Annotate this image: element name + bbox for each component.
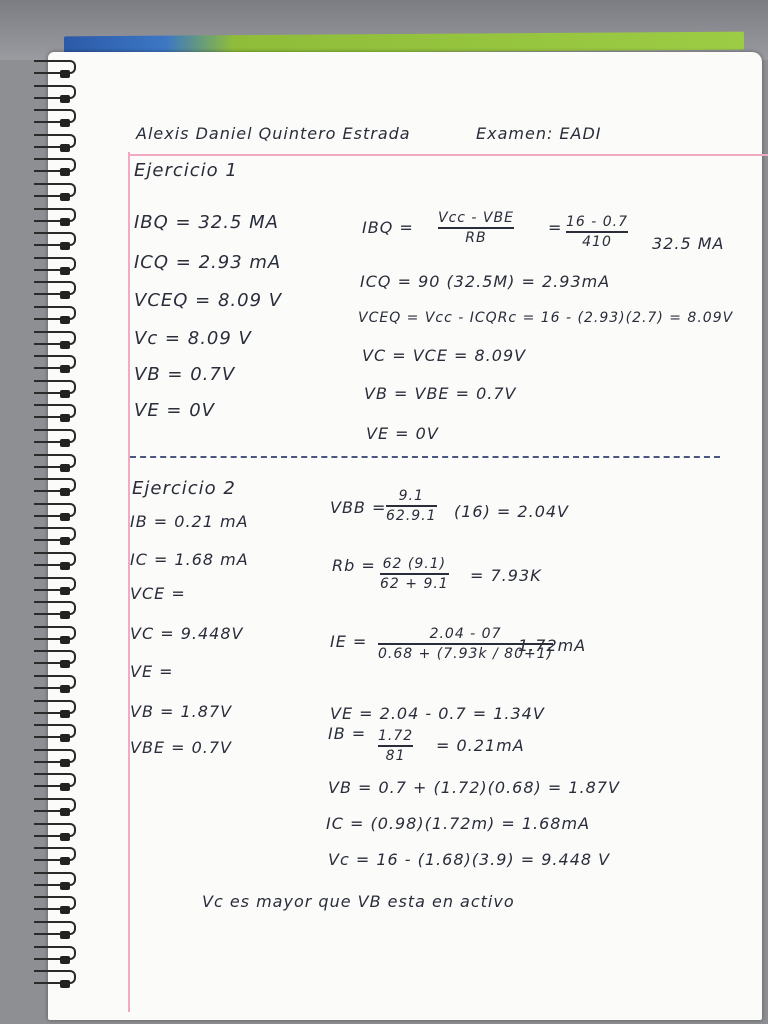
binding-hole <box>60 414 70 422</box>
vbb-fraction <box>386 488 437 524</box>
ibq-result: 32.5 MA <box>652 234 725 253</box>
ex2-result-ic: IC = 1.68 mA <box>130 550 249 569</box>
binding-hole <box>60 365 70 373</box>
ie-rest: 1.72mA <box>518 636 587 655</box>
ie-lhs: IE = <box>330 632 368 651</box>
binding-hole <box>60 95 70 103</box>
binding-hole <box>60 660 70 668</box>
numerator: 16 - 0.7 <box>566 214 629 230</box>
binding-hole <box>60 759 70 767</box>
ve-calc-2: VE = 2.04 - 0.7 = 1.34V <box>330 704 545 723</box>
student-name: Alexis Daniel Quintero Estrada <box>136 124 411 143</box>
binding-hole <box>60 710 70 718</box>
spiral-binding <box>22 58 82 1008</box>
denominator: 62 + 9.1 <box>380 575 449 592</box>
ex1-result-icq: ICQ = 2.93 mA <box>134 252 282 273</box>
fraction-bar <box>378 745 413 747</box>
notebook-page <box>48 52 762 1020</box>
ex1-result-ibq: IBQ = 32.5 MA <box>134 212 279 233</box>
binding-hole <box>60 218 70 226</box>
ex1-result-vceq: VCEQ = 8.09 V <box>134 290 283 311</box>
ex2-result-vc: VC = 9.448V <box>130 624 244 643</box>
binding-hole <box>60 783 70 791</box>
ex2-result-vce: VCE = <box>130 584 186 603</box>
ex2-result-ib: IB = 0.21 mA <box>130 512 249 531</box>
denominator: 410 <box>582 233 612 250</box>
ve-calc: VE = 0V <box>366 424 439 443</box>
binding-hole <box>60 291 70 299</box>
numerator: 9.1 <box>398 488 424 504</box>
section-divider <box>130 456 720 458</box>
binding-hole <box>60 464 70 472</box>
binding-hole <box>60 562 70 570</box>
vc-calc-2: Vc = 16 - (1.68)(3.9) = 9.448 V <box>328 850 611 869</box>
vbb-rest: (16) = 2.04V <box>454 502 569 521</box>
ic-calc-2: IC = (0.98)(1.72m) = 1.68mA <box>326 814 591 833</box>
ib-fraction <box>378 728 413 764</box>
rb-lhs: Rb = <box>332 556 376 575</box>
icq-calc: ICQ = 90 (32.5M) = 2.93mA <box>360 272 611 291</box>
numerator: 62 (9.1) <box>382 556 447 572</box>
binding-hole <box>60 906 70 914</box>
binding-hole <box>60 390 70 398</box>
numerator: Vcc - VBE <box>438 210 514 226</box>
numerator: 2.04 - 07 <box>429 626 502 642</box>
denominator: 0.68 + (7.93k / 80+1) <box>378 645 554 662</box>
vceq-calc: VCEQ = Vcc - ICQRc = 16 - (2.93)(2.7) = 8.09V <box>358 310 734 326</box>
rb-fraction <box>380 556 449 592</box>
binding-hole <box>60 980 70 988</box>
exercise-1-title: Ejercicio 1 <box>134 160 238 181</box>
numerator: 1.72 <box>378 728 414 744</box>
fraction-bar <box>438 227 514 229</box>
fraction-bar <box>380 573 449 575</box>
vc-calc: VC = VCE = 8.09V <box>362 346 527 365</box>
ib-rest: = 0.21mA <box>436 736 525 755</box>
fraction-bar <box>566 231 628 233</box>
binding-hole <box>60 734 70 742</box>
binding-hole <box>60 144 70 152</box>
vbb-lhs: VBB = <box>330 498 387 517</box>
fraction-bar <box>386 505 437 507</box>
exam-label: Examen: EADI <box>476 124 602 143</box>
binding-hole <box>60 242 70 250</box>
vb-calc-2: VB = 0.7 + (1.72)(0.68) = 1.87V <box>328 778 620 797</box>
ex1-result-vc: Vc = 8.09 V <box>134 328 252 349</box>
binding-hole <box>60 513 70 521</box>
denominator: 62.9.1 <box>386 507 437 524</box>
ex2-result-ve: VE = <box>130 662 174 681</box>
binding-hole <box>60 537 70 545</box>
binding-hole <box>60 488 70 496</box>
binding-hole <box>60 193 70 201</box>
vb-calc: VB = VBE = 0.7V <box>364 384 517 403</box>
rb-rest: = 7.93K <box>470 566 542 585</box>
margin-line <box>128 152 130 1012</box>
binding-hole <box>60 316 70 324</box>
binding-hole <box>60 636 70 644</box>
ex2-result-vbe: VBE = 0.7V <box>130 738 232 757</box>
ex2-result-vb: VB = 1.87V <box>130 702 233 721</box>
ex1-result-vb: VB = 0.7V <box>134 364 236 385</box>
binding-hole <box>60 956 70 964</box>
conclusion: Vc es mayor que VB esta en activo <box>202 892 515 911</box>
binding-hole <box>60 685 70 693</box>
ib-lhs: IB = <box>328 724 367 743</box>
ibq-equals: = <box>548 218 563 237</box>
binding-hole <box>60 439 70 447</box>
binding-hole <box>60 587 70 595</box>
binding-hole <box>60 882 70 890</box>
binding-hole <box>60 833 70 841</box>
ibq-fraction-1 <box>438 210 514 246</box>
binding-hole <box>60 119 70 127</box>
binding-hole <box>60 931 70 939</box>
binding-hole <box>60 168 70 176</box>
ibq-lhs: IBQ = <box>362 218 414 237</box>
binding-hole <box>60 341 70 349</box>
binding-hole <box>60 267 70 275</box>
ibq-fraction-2 <box>566 214 628 250</box>
denominator: 81 <box>385 747 406 764</box>
binding-hole <box>60 857 70 865</box>
binding-hole <box>60 611 70 619</box>
exercise-2-title: Ejercicio 2 <box>132 478 236 499</box>
header-line <box>128 154 768 156</box>
denominator: RB <box>465 229 487 246</box>
binding-hole <box>60 70 70 78</box>
ex1-result-ve: VE = 0V <box>134 400 215 421</box>
binding-hole <box>60 808 70 816</box>
